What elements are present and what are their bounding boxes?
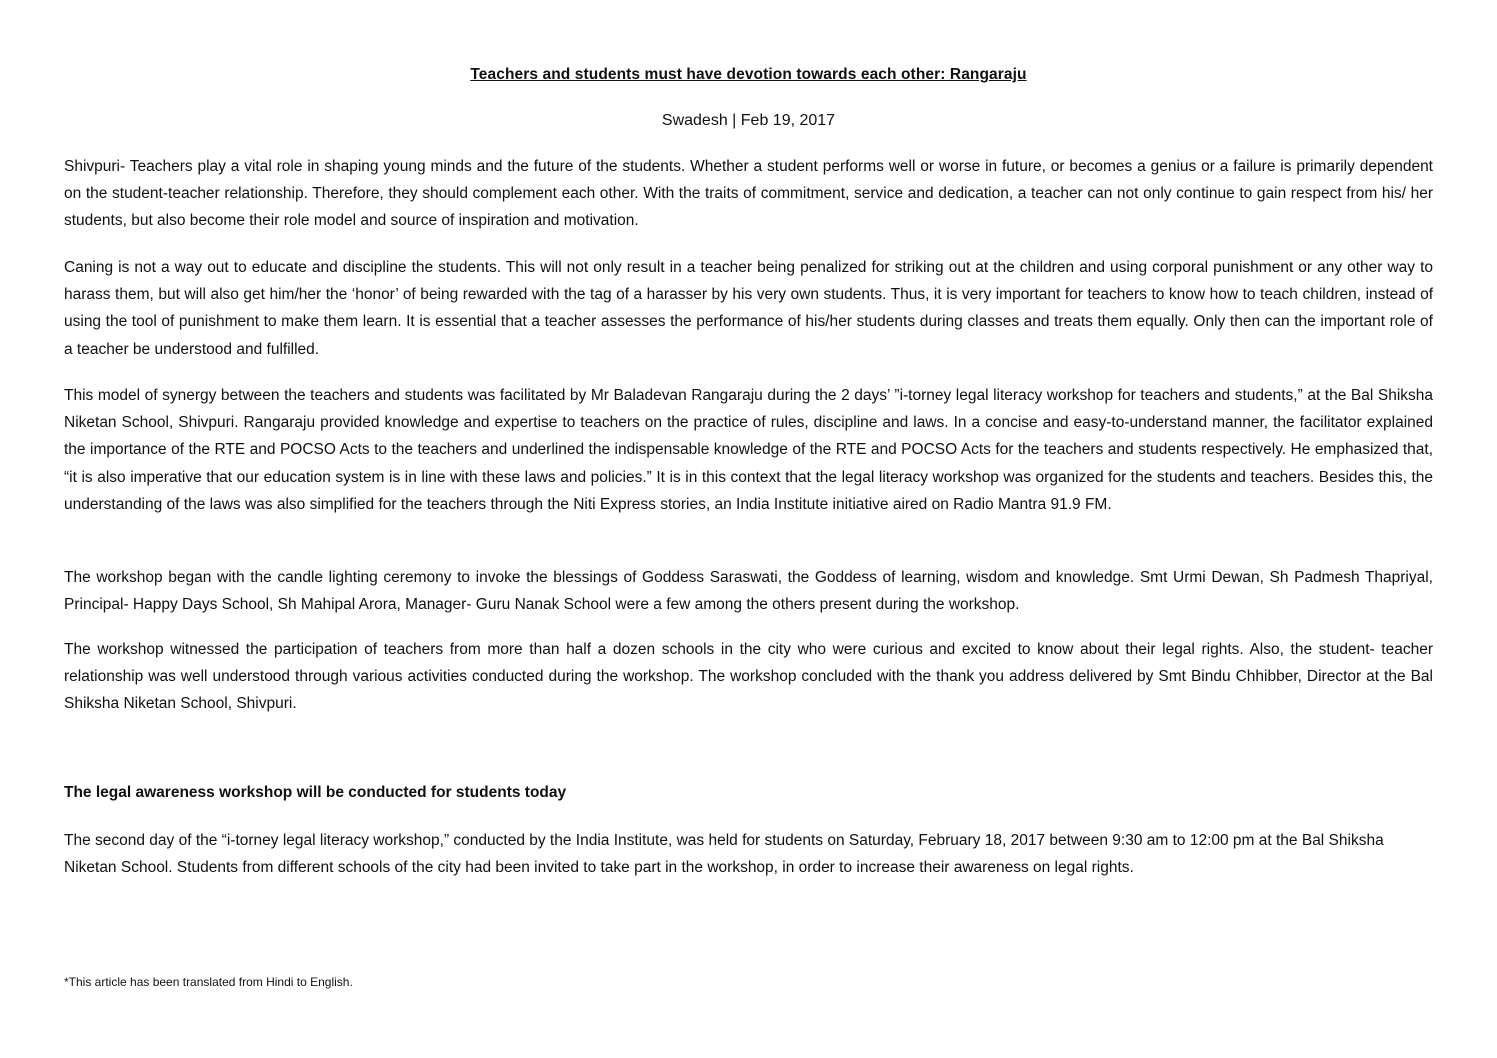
article-title: Teachers and students must have devotion towards each other: Rangaraju: [470, 66, 1027, 83]
paragraph-2: Caning is not a way out to educate and discipline the students. This will not only result in a teacher being penalized for striking out at the children and using corporal punishment or any other way to harass them, but will also get him/her the ‘honor’ of being rewarded with the tag of a harasser by his very own students. Thus, it is very important for teachers to know how to teach children, instead of using the tool of punishment to make them learn. It is essential that a teacher assesses the performance of his/her students during classes and treats them equally. Only then can the important role of a teacher be understood and fulfilled.: [64, 259, 1433, 358]
article-byline: Swadesh | Feb 19, 2017: [661, 112, 836, 129]
paragraph-3: This model of synergy between the teachers and students was facilitated by Mr Baladevan Rangaraju during the 2 days’ ”i-torney legal literacy workshop for teachers and students,” at the Bal Shiksha Niketan School, Shivpuri. Rangaraju provided knowledge and expertise to teachers on the practice of rules, discipline and laws. In a concise and easy-to-understand manner, the facilitator explained the importance of the RTE and POCSO Acts to the teachers and underlined the indispensable knowledge of the RTE and POCSO Acts for the teachers and students respectively. He emphasized that, “it is also imperative that our education system is in line with these laws and policies.” It is in this context that the legal literacy workshop was organized for the students and teachers. Besides this, the understanding of the laws was also simplified for the teachers through the Niti Express stories, an India Institute initiative aired on Radio Mantra 91.9 FM.: [64, 387, 1433, 513]
paragraph-1: Shivpuri- Teachers play a vital role in shaping young minds and the future of the students. Whether a student performs well or worse in future, or becomes a genius or a failure is primarily dependent on the student-teacher relationship. Therefore, they should complement each other. With the traits of commitment, service and dedication, a teacher can not only continue to gain respect from his/ her students, but also become their role model and source of inspiration and motivation.: [64, 158, 1433, 230]
second-article-paragraph: The second day of the “i-torney legal literacy workshop,” conducted by the India Institute, was held for students on Saturday, February 18, 2017 between 9:30 am to 12:00 pm at the Bal Shiksha Niketan School. Students from different schools of the city had been invited to take part in the workshop, in order to increase their awareness on legal rights.: [64, 832, 1384, 877]
paragraph-4: The workshop began with the candle lighting ceremony to invoke the blessings of Goddess Saraswati, the Goddess of learning, wisdom and knowledge. Smt Urmi Dewan, Sh Padmesh Thapriyal, Principal- Happy Days School, Sh Mahipal Arora, Manager- Guru Nanak School were a few among the others present during the workshop.: [64, 569, 1433, 614]
paragraph-5: The workshop witnessed the participation of teachers from more than half a dozen schools in the city who were curious and excited to know about their legal rights. Also, the student- teacher relationship was well understood through various activities conducted during the workshop. The workshop concluded with the thank you address delivered by Smt Bindu Chhibber, Director at the Bal Shiksha Niketan School, Shivpuri.: [64, 641, 1433, 713]
second-article-heading: The legal awareness workshop will be conducted for students today: [64, 784, 567, 801]
translation-footnote: *This article has been translated from Hindi to English.: [64, 975, 353, 989]
